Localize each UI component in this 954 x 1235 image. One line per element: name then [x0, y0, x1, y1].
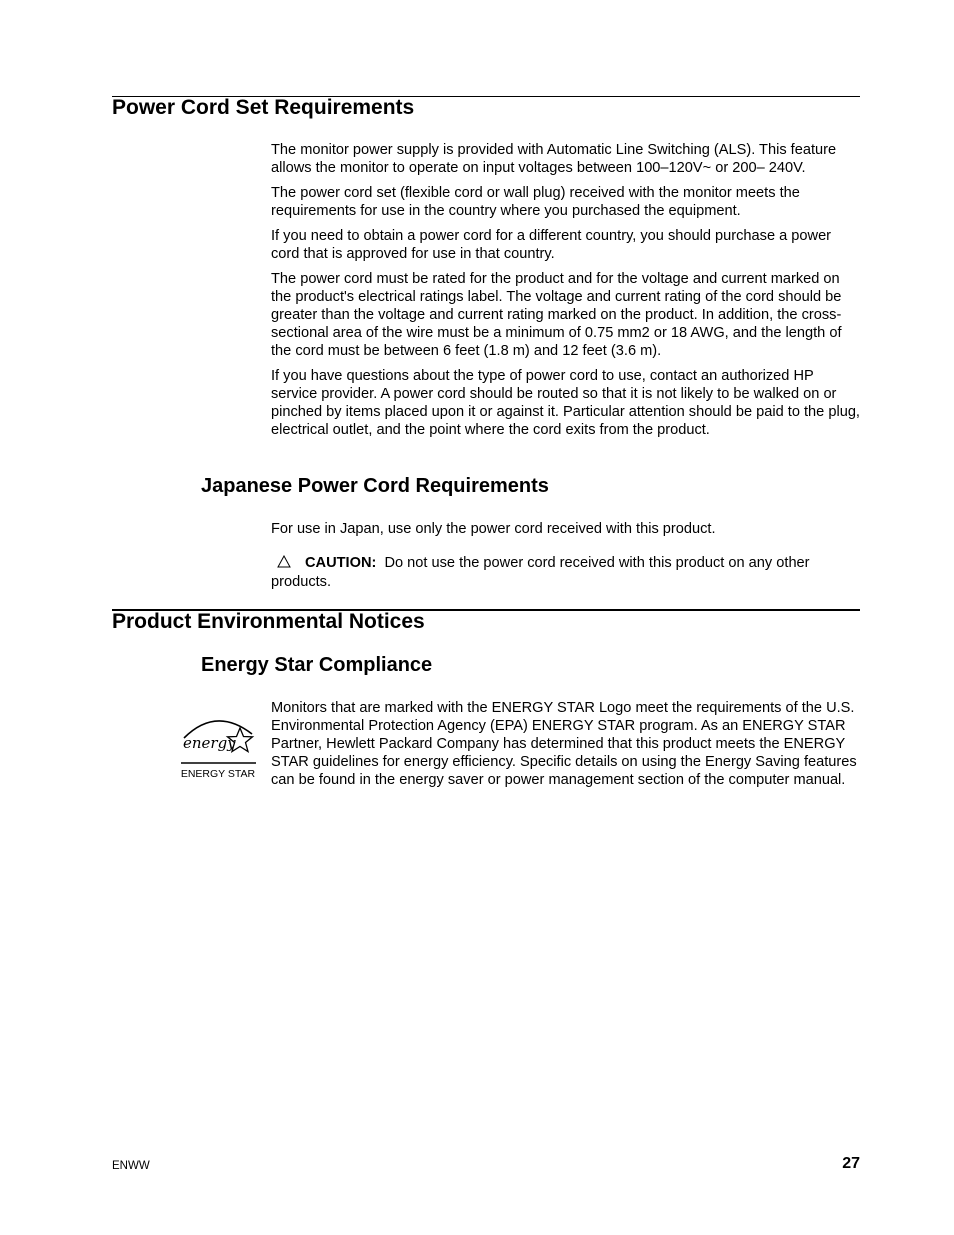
- logo-caption: ENERGY STAR: [180, 768, 256, 780]
- paragraph: If you need to obtain a power cord for a different country, you should purchase a power cord that is approved for use in that country.: [271, 228, 832, 262]
- paragraph: Monitors that are marked with the ENERGY STAR Logo meet the requirements of the U.S. Environmental Protection Agency (EPA) ENERGY STAR program. As an ENERGY STAR Partner, Hewlett Packard Company has determined that this product meets the ENERGY STAR guidelines for energy efficiency. Specific details on using the Energy Saving features can be found in the energy saver or power management section of the computer manual.: [271, 700, 857, 788]
- caution-text: Do not use the power cord received with this product on any other products.: [271, 555, 810, 590]
- paragraph: The power cord set (flexible cord or wall plug) received with the monitor meets the requirements for use in the country where you purchased the equipment.: [271, 185, 800, 219]
- japanese-body: [271, 520, 861, 591]
- paragraph: If you have questions about the type of power cord to use, contact an authorized HP service provider. A power cord should be routed so that it is not likely to be walked on or pinched by items placed upon it or against it. Particular attention should be paid to the plug, electrical outlet, and the point where the cord exits from the product.: [271, 368, 860, 438]
- section-title-japanese: Japanese Power Cord Requirements: [201, 475, 549, 497]
- energy-star-body: [271, 699, 861, 789]
- section-title-environmental: Product Environmental Notices: [112, 610, 425, 633]
- power-cord-body: [271, 141, 861, 439]
- page-number: 27: [842, 1155, 860, 1172]
- energy-star-logo: [180, 712, 256, 782]
- section-title-energy-star: Energy Star Compliance: [201, 654, 433, 676]
- warning-triangle-icon: [277, 555, 293, 573]
- caution-label: CAUTION:: [305, 555, 377, 571]
- paragraph: The monitor power supply is provided with Automatic Line Switching (ALS). This feature allows the monitor to operate on input voltages between 100–120V~ or 200– 240V.: [271, 142, 837, 176]
- logo-wordmark: energy: [183, 734, 236, 752]
- section-title-power-cord: Power Cord Set Requirements: [112, 96, 415, 119]
- paragraph: The power cord must be rated for the product and for the voltage and current marked on the product's electrical ratings label. The voltage and current rating of the cord should be greater than the voltage and current rating marked on the product. In addition, the cross-sectional area of the wire must be a minimum of 0.75 mm2 or 18 AWG, and the length of the cord must be between 6 feet (1.8 m) and 12 feet (3.6 m).: [271, 271, 842, 359]
- paragraph: For use in Japan, use only the power cord received with this product.: [271, 521, 716, 537]
- footer-label: ENWW: [112, 1160, 150, 1172]
- caution-note: [271, 554, 861, 591]
